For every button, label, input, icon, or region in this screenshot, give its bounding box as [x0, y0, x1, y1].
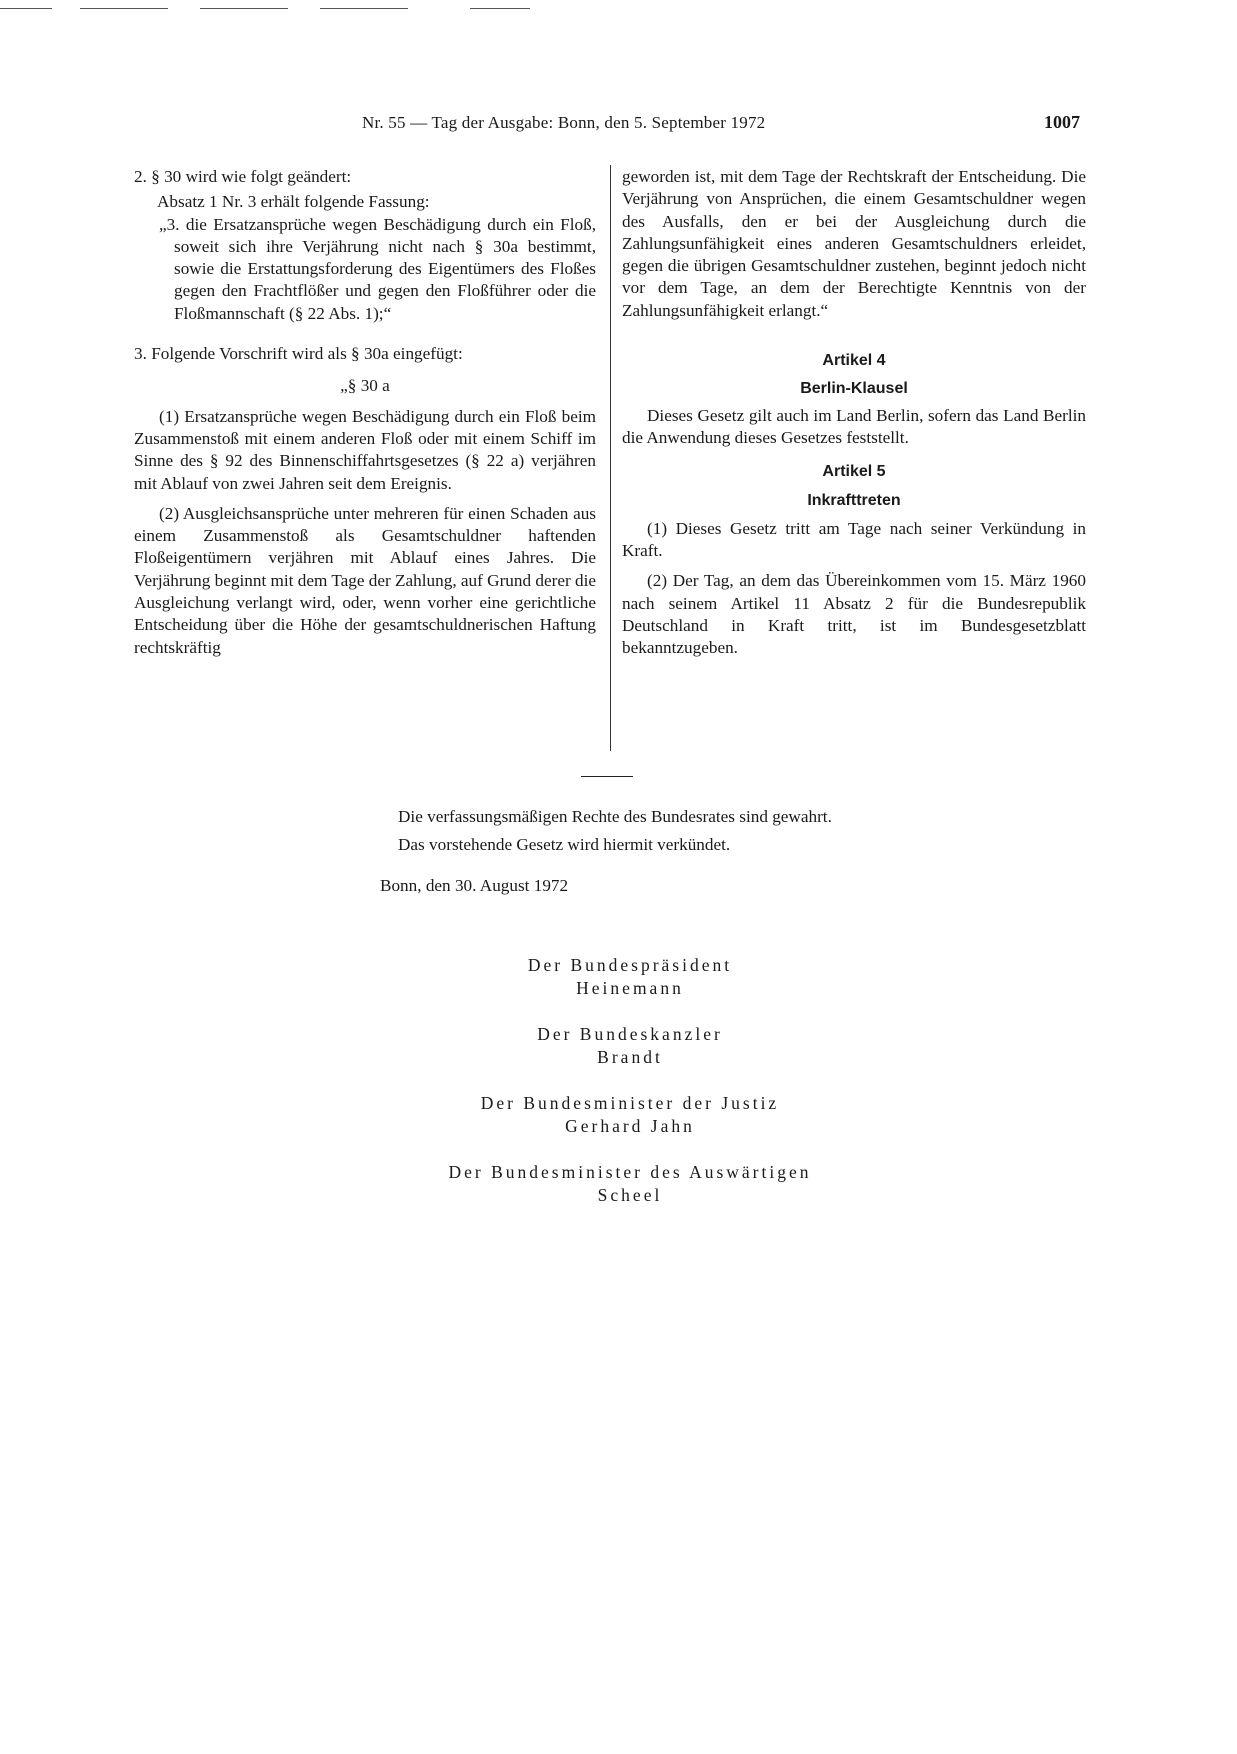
rights-statement: Die verfassungsmäßigen Rechte des Bundesrates sind gewahrt. — [398, 807, 832, 826]
place-date: Bonn, den 30. August 1972 — [380, 875, 569, 895]
running-head: Nr. 55 — Tag der Ausgabe: Bonn, den 5. September 1972 — [362, 113, 766, 132]
signature-name: Gerhard Jahn — [565, 1116, 695, 1136]
signature-name: Brandt — [597, 1047, 663, 1067]
signature-name: Heinemann — [576, 978, 684, 998]
signature-office: Der Bundesminister der Justiz — [480, 1093, 780, 1113]
article-5-subtitle: Inkrafttreten — [807, 491, 901, 509]
promulgation-statement: Das vorstehende Gesetz wird hiermit verkündet. — [398, 835, 731, 855]
article-5-title: Artikel 5 — [822, 463, 886, 481]
continuation-text: geworden ist, mit dem Tage der Rechtskraft der Entscheidung. Die Verjährung von Ansprüchen, die einem Gesamtschuldner wegen des Ausfalls, den er bei der Ausgleichung durch die Zahlungsunfähigkeit eines anderen Gesamtschuldners erleidet, gegen die übrigen Gesamtschuldner zustehen, beginnt jedoch nicht vor dem Tage, an dem der Berechtigte Kenntnis von der Zahlungsunfähigkeit erlangt.“ — [622, 167, 1086, 320]
signature-president — [300, 954, 960, 1000]
scan-edge-marks — [0, 8, 560, 12]
article-5-para-1: (1) Dieses Gesetz tritt am Tage nach seiner Verkündung in Kraft. — [622, 518, 1086, 561]
separator-rule — [581, 776, 633, 777]
section-para-1: (1) Ersatzansprüche wegen Beschädigung durch ein Floß beim Zusammenstoß mit einem anderen Floß oder mit einem Schiff im Sinne des § 92 des Binnenschiffahrtsgesetzes (§ 22 a) verjähren mit Ablauf von zwei Jahren seit dem Ereignis. — [134, 406, 596, 493]
signature-office: Der Bundeskanzler — [537, 1024, 723, 1044]
section-para-2: (2) Ausgleichsansprüche unter mehreren für einen Schaden aus einem Zusammenstoß als Gesamtschuldner haftenden Floßeigentümern verjähren mit Ablauf eines Jahres. Die Verjährung beginnt mit dem Tage der Zahlung, auf Grund derer die Ausgleichung verlangt wird, oder, wenn vorher eine gerichtliche Entscheidung über die Höhe der gesamtschuldnerischen Haftung rechtskräftig — [134, 503, 596, 657]
signature-name: Scheel — [597, 1185, 663, 1205]
item-2-subline: Absatz 1 Nr. 3 erhält folgende Fassung: — [157, 192, 430, 212]
page-number: 1007 — [1044, 112, 1080, 132]
signature-chancellor — [300, 1023, 960, 1069]
column-divider — [610, 165, 611, 751]
article-5-para-2: (2) Der Tag, an dem das Übereinkommen vom 15. März 1960 nach seinem Artikel 11 Absatz 2 für die Bundesrepublik Deutschland in Kraft tritt, ist im Bundesgesetzblatt bekanntzugeben. — [622, 571, 1086, 658]
closing-block — [380, 806, 850, 897]
signature-office: Der Bundesminister des Auswärtigen — [448, 1162, 812, 1182]
item-3-intro: 3. Folgende Vorschrift wird als § 30a eingefügt: — [134, 344, 463, 364]
article-4-text: Dieses Gesetz gilt auch im Land Berlin, sofern das Land Berlin die Anwendung dieses Gesetzes feststellt. — [622, 405, 1086, 447]
article-4-title: Artikel 4 — [822, 352, 886, 370]
item-2-intro: 2. § 30 wird wie folgt geändert: — [134, 167, 352, 186]
signature-justice-minister — [300, 1092, 960, 1138]
signature-office: Der Bundespräsident — [527, 955, 733, 975]
item-2-quote: „3. die Ersatzansprüche wegen Beschädigung durch ein Floß, soweit sich ihre Verjährung nicht nach § 30a bestimmt, sowie die Erstattungsforderung des Eigentümers des Floßes gegen den Frachtflößer und gegen den Floßführer oder die Floßmannschaft (§ 22 Abs. 1);“ — [159, 214, 596, 323]
article-4-subtitle: Berlin-Klausel — [800, 380, 908, 398]
signature-foreign-minister — [300, 1161, 960, 1207]
left-column — [134, 166, 596, 659]
right-column — [622, 166, 1086, 660]
section-heading: „§ 30 a — [340, 376, 390, 396]
